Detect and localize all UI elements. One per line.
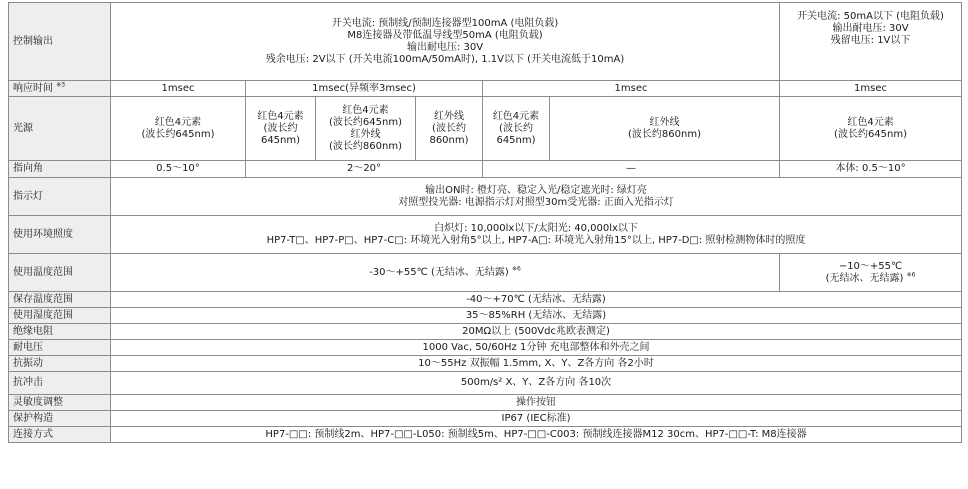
operating-temp-main <box>111 254 780 292</box>
label-sensitivity: 灵敏度调整 <box>9 395 111 411</box>
row-storage-temp <box>9 292 962 308</box>
label-directional-angle: 指向角 <box>9 161 111 178</box>
light-source-c7: 红色4元素 (波长约645nm) <box>780 97 962 161</box>
response-time-c3: 1msec <box>483 81 780 97</box>
row-humidity <box>9 308 962 324</box>
label-protection: 保护构造 <box>9 411 111 427</box>
indicator-value: 输出ON时: 橙灯亮、稳定入光/稳定遮光时: 绿灯亮 对照型投光器: 电源指示灯对照型30m受光器: 正面入光指示灯 <box>111 178 962 216</box>
row-sensitivity <box>9 395 962 411</box>
vibration-value: 10～55Hz 双振幅 1.5mm, X、Y、Z各方向 各2小时 <box>111 356 962 372</box>
spec-table <box>8 2 962 443</box>
operating-temp-right-line1: −10～+55℃ <box>838 260 903 272</box>
withstand-voltage-value: 1000 Vac, 50/60Hz 1分钟 充电部整体和外壳之间 <box>111 340 962 356</box>
connection-value: HP7-□□: 预制线2m、HP7-□□-L050: 预制线5m、HP7-□□-C003: 预制线连接器M12 30cm、HP7-□□-T: M8连接器 <box>111 427 962 443</box>
row-vibration <box>9 356 962 372</box>
light-source-c2: 红色4元素 (波长约 645nm) <box>246 97 316 161</box>
row-insulation <box>9 324 962 340</box>
label-withstand-voltage: 耐电压 <box>9 340 111 356</box>
operating-temp-main-text: -30～+55℃ (无结冰、无结露) <box>369 266 509 278</box>
operating-temp-right-line2: (无结冰、无结露) <box>825 272 904 284</box>
row-directional-angle <box>9 161 962 178</box>
label-control-output: 控制输出 <box>9 3 111 81</box>
row-protection <box>9 411 962 427</box>
response-time-c4: 1msec <box>780 81 962 97</box>
storage-temp-value: -40～+70℃ (无结冰、无结露) <box>111 292 962 308</box>
label-operating-temp: 使用温度范围 <box>9 254 111 292</box>
sensitivity-value: 操作按钮 <box>111 395 962 411</box>
response-time-c2: 1msec(异频率3msec) <box>246 81 483 97</box>
row-ambient-light <box>9 216 962 254</box>
light-source-c6: 红外线 (波长约860nm) <box>550 97 780 161</box>
label-ambient-light: 使用环境照度 <box>9 216 111 254</box>
shock-value: 500m/s² X、Y、Z各方向 各10次 <box>111 372 962 395</box>
light-source-c3: 红色4元素 (波长约645nm) 红外线 (波长约860nm) <box>316 97 416 161</box>
operating-temp-main-note: ※6 <box>512 265 521 273</box>
label-connection: 连接方式 <box>9 427 111 443</box>
label-shock: 抗冲击 <box>9 372 111 395</box>
label-light-source: 光源 <box>9 97 111 161</box>
row-connection <box>9 427 962 443</box>
control-output-main: 开关电流: 预制线/预制连接器型100mA (电阻负载) M8连接器及带低温导线型50mA (电阻负载) 输出耐电压: 30V 残余电压: 2V以下 (开关电流100mA/50mA时), 1.1V以下 (开关电流低于10mA) <box>111 3 780 81</box>
directional-angle-c3: — <box>483 161 780 178</box>
label-response-time <box>9 81 111 97</box>
operating-temp-right <box>780 254 962 292</box>
directional-angle-c4: 本体: 0.5～10° <box>780 161 962 178</box>
row-indicator <box>9 178 962 216</box>
row-withstand-voltage <box>9 340 962 356</box>
directional-angle-c1: 0.5～10° <box>111 161 246 178</box>
operating-temp-right-note: ※6 <box>906 271 916 279</box>
light-source-c1: 红色4元素 (波长约645nm) <box>111 97 246 161</box>
protection-value: IP67 (IEC标准) <box>111 411 962 427</box>
response-time-c1: 1msec <box>111 81 246 97</box>
row-control-output <box>9 3 962 81</box>
label-humidity: 使用湿度范围 <box>9 308 111 324</box>
response-time-note: ※3 <box>56 81 66 89</box>
control-output-right: 开关电流: 50mA以下 (电阻负载) 输出耐电压: 30V 残留电压: 1V以下 <box>780 3 962 81</box>
response-time-label-text: 响应时间 <box>13 82 53 94</box>
label-vibration: 抗振动 <box>9 356 111 372</box>
row-response-time <box>9 81 962 97</box>
label-indicator: 指示灯 <box>9 178 111 216</box>
light-source-c4: 红外线 (波长约 860nm) <box>416 97 483 161</box>
humidity-value: 35～85%RH (无结冰、无结露) <box>111 308 962 324</box>
label-storage-temp: 保存温度范围 <box>9 292 111 308</box>
ambient-light-value: 白炽灯: 10,000lx以下/太阳光: 40,000lx以下 HP7-T□、HP7-P□、HP7-C□: 环境光入射角5°以上, HP7-A□: 环境光入射角15°以上, HP7-D□: 照射检测物体时的照度 <box>111 216 962 254</box>
row-operating-temp <box>9 254 962 292</box>
label-insulation: 绝缘电阻 <box>9 324 111 340</box>
insulation-value: 20MΩ以上 (500Vdc兆欧表测定) <box>111 324 962 340</box>
light-source-c5: 红色4元素 (波长约 645nm) <box>483 97 550 161</box>
row-shock <box>9 372 962 395</box>
directional-angle-c2: 2～20° <box>246 161 483 178</box>
row-light-source <box>9 97 962 161</box>
